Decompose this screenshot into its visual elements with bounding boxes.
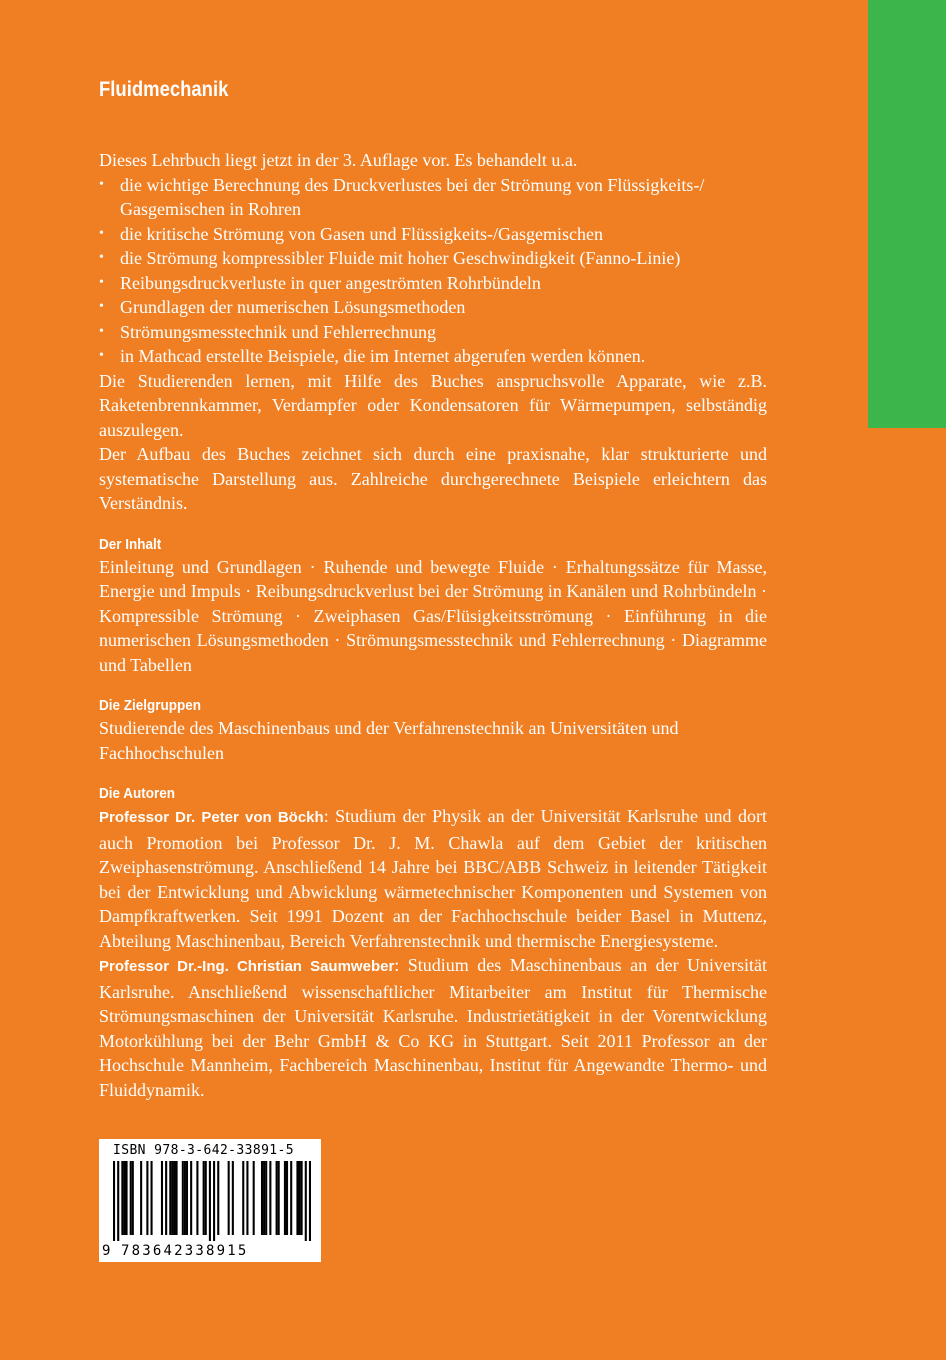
barcode-bar — [253, 1161, 255, 1235]
barcode-bar — [232, 1161, 234, 1235]
barcode-bar — [161, 1161, 163, 1235]
bullet-icon: • — [99, 274, 104, 290]
list-item: • in Mathcad erstellte Beispiele, die im Internet abgerufen werden können. — [99, 344, 767, 369]
barcode-bar — [196, 1161, 198, 1235]
bullet-icon: • — [99, 250, 104, 265]
barcode-bar — [265, 1161, 267, 1235]
barcode-bar — [173, 1161, 175, 1235]
barcode-bar — [263, 1161, 265, 1235]
barcode-bar — [301, 1161, 303, 1235]
intro-section — [99, 148, 767, 516]
isbn-barcode — [99, 1139, 321, 1262]
topic-list — [99, 173, 767, 369]
barcode-bar — [182, 1161, 184, 1235]
barcode-bar — [209, 1161, 211, 1241]
barcode-bar — [121, 1161, 123, 1235]
barcode-bar — [186, 1161, 188, 1235]
autoren-heading: Die Autoren — [99, 785, 176, 802]
zielgruppen-text: Studierende des Maschinenbaus und der Verfahrenstechnik an Universitäten und Fachhochschulen — [99, 718, 679, 763]
intro-lead: Dieses Lehrbuch liegt jetzt in der 3. Auflage vor. Es behandelt u.a. — [99, 150, 578, 170]
barcode-bar — [242, 1161, 244, 1235]
barcode-bar — [123, 1161, 125, 1235]
barcode-bar — [305, 1161, 307, 1241]
barcode-bar — [146, 1161, 148, 1235]
barcode-bar — [296, 1161, 298, 1235]
inhalt-text: Einleitung und Grundlagen · Ruhende und bewegte Fluide · Erhaltungssätze für Masse, Energie und Impuls · Reibungsdruckverlust bei der Strömung in Kanälen und Rohrbündeln · Kompressible Strömung · Zweiphasen Gas/Flüsigkeitsströmung · Einführung in die numerischen Lösungsmethoden · Strömungsmesstechnik und Fehlerrechnung · Diagramme und Tabellen — [99, 556, 767, 675]
author-1-bio — [99, 804, 767, 953]
green-accent-bar — [868, 0, 946, 428]
barcode-bar — [184, 1161, 186, 1235]
back-cover-content — [99, 78, 767, 1102]
author-2-bio — [99, 953, 767, 1102]
list-item: • Reibungsdruckverluste in quer angeströmten Rohrbündeln — [99, 271, 767, 296]
barcode-bar — [213, 1161, 215, 1241]
barcode-bar — [309, 1161, 311, 1241]
barcode-bar — [261, 1161, 263, 1235]
bullet-icon: • — [99, 348, 104, 363]
barcode-bar — [246, 1161, 248, 1235]
barcode-bar — [169, 1161, 171, 1235]
barcode-bar — [269, 1161, 271, 1235]
barcode-bar — [298, 1161, 300, 1235]
barcode-bar — [276, 1161, 278, 1235]
barcode-bar — [151, 1161, 153, 1235]
barcode-bar — [113, 1161, 115, 1241]
zielgruppen-heading: Die Zielgruppen — [99, 697, 202, 714]
barcode-bar — [286, 1161, 288, 1235]
inhalt-heading: Der Inhalt — [99, 535, 162, 553]
barcode-bar — [140, 1161, 142, 1235]
list-item: • die Strömung kompressibler Fluide mit hoher Geschwindigkeit (Fanno-Linie) — [99, 246, 767, 271]
ean-first-digit: 9 — [102, 1243, 111, 1259]
book-title: Fluidmechanik — [99, 78, 229, 101]
barcode-bar — [205, 1161, 207, 1235]
author-2-name: Professor Dr.-Ing. Christian Saumweber — [99, 958, 395, 975]
intro-paragraph-2: Der Aufbau des Buches zeichnet sich durch eine praxisnahe, klar strukturierte und systematische Darstellung aus. Zahlreiche durchgerechnete Beispiele erleichtern das Verständnis. — [99, 444, 767, 513]
author-1-name: Professor Dr. Peter von Böckh — [99, 809, 324, 826]
intro-paragraph-1: Die Studierenden lernen, mit Hilfe des Buches anspruchsvolle Apparate, wie z.B. Raketenbrennkammer, Verdampfer oder Kondensatoren für Wärmepumpen, selbständig auszulegen. — [99, 370, 767, 440]
author-1-text: : Studium der Physik an der Universität Karlsruhe und dort auch Promotion bei Professor Dr. J. M. Chawla auf dem Gebiet der kritischen Zweiphasenströmung. Anschließend 14 Jahre bei BBC/ABB Schweiz in leitender Tätigkeit bei der Entwicklung und Abwicklung wärmetechnischer Komponenten und Systemen von Dampfkraftwerken. Seit 1991 Dozent an der Fachhochschule beider Basel in Muttenz, Abteilung Maschinenbau, Bereich Verfahrenstechnik und thermische Energiesysteme. — [99, 806, 767, 951]
author-2-text: : Studium des Maschinenbaus an der Universität Karlsruhe. Anschließend wissenschaftlicher Mitarbeiter am Institut für Thermische Strömungsmaschinen der Universität Karlsruhe. Industrietätigkeit in der Vorentwicklung Motorkühlung bei der Behr GmbH & Co KG in Stuttgart. Seit 2011 Professor an der Hochschule Mannheim, Fachbereich Maschinenbau, Institut für Angewandte Thermo- und Fluiddynamik. — [99, 955, 768, 1100]
barcode-bar — [130, 1161, 132, 1235]
barcode-bar — [278, 1161, 280, 1235]
ean-digits: 783642338915 — [121, 1243, 249, 1259]
bullet-icon: • — [99, 176, 104, 192]
barcode-bar — [176, 1161, 178, 1235]
barcode-bar — [190, 1161, 192, 1235]
barcode-bar — [290, 1161, 292, 1235]
isbn-label: ISBN 978-3-642-33891-5 — [113, 1143, 294, 1158]
barcode-bar — [228, 1161, 230, 1235]
barcode-bar — [126, 1161, 128, 1235]
barcode-bar — [132, 1161, 134, 1235]
barcode-bar — [217, 1161, 219, 1235]
bullet-icon: • — [99, 299, 104, 314]
list-item: • Grundlagen der numerischen Lösungsmethoden — [99, 295, 767, 320]
list-item: • die wichtige Berechnung des Druckverlustes bei der Strömung von Flüssigkeits-/ Gasgemischen in Rohren — [99, 174, 705, 219]
barcode-bar — [171, 1161, 173, 1235]
list-item: • Strömungsmesstechnik und Fehlerrechnung — [99, 320, 767, 345]
barcode-bar — [117, 1161, 119, 1241]
bullet-icon: • — [99, 323, 104, 339]
barcode-bar — [284, 1161, 286, 1235]
barcode-bar — [165, 1161, 167, 1235]
barcode-bars — [113, 1161, 311, 1241]
list-item: • die kritische Strömung von Gasen und Flüssigkeits-/Gasgemischen — [99, 222, 767, 247]
barcode-bar — [203, 1161, 205, 1235]
bullet-icon: • — [99, 225, 104, 241]
